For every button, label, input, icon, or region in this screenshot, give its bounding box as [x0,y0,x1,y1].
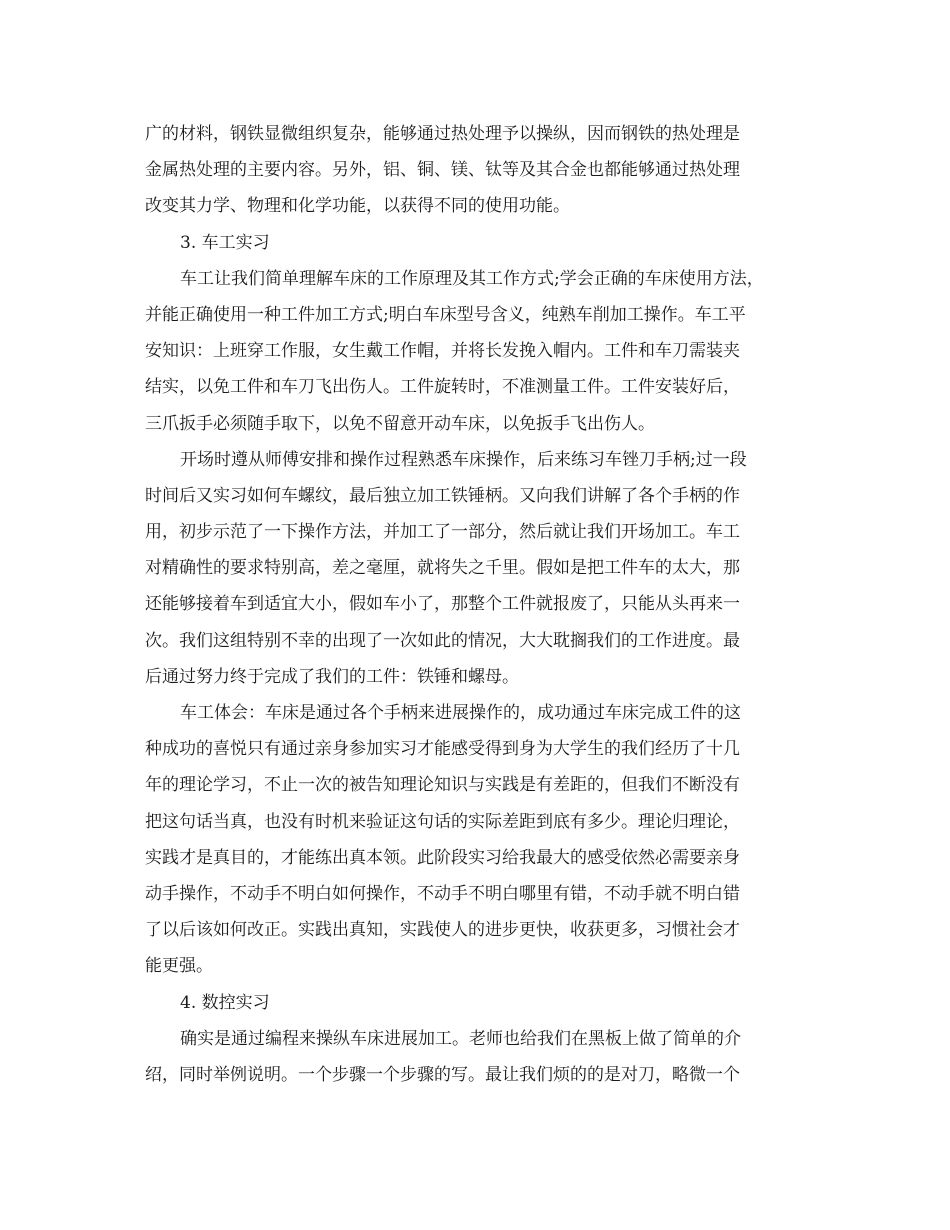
text-line: 年的理论学习，不止一次的被告知理论知识与实践是有差距的，但我们不断没有 [145,775,740,796]
text-line: 后通过努力终于完成了我们的工件：铁锤和螺母。 [145,666,519,687]
text-line: 确实是通过编程来操纵车床进展加工。老师也给我们在黑板上做了简单的介 [180,1028,741,1049]
text-line: 广的材料，钢铁显微组织复杂，能够通过热处理予以操纵，因而钢铁的热处理是 [145,124,740,144]
text-line: 实践才是真目的，才能练出真本领。此阶段实习给我最大的感受依然必需要亲身 [145,847,740,868]
text-line: 安知识：上班穿工作服，女生戴工作帽，并将长发挽入帽内。工件和车刀需装夹 [145,341,740,362]
text-line: 并能正确使用一种工件加工方式;明白车床型号含义，纯熟车削加工操作。车工平 [145,304,746,325]
text-line: 结实，以免工件和车刀飞出伤人。工件旋转时，不准测量工件。工件安装好后， [145,377,740,398]
text-line: 对精确性的要求特别高，差之毫厘，就将失之千里。假如是把工件车的太大，那 [145,558,740,579]
text-line: 次。我们这组特别不幸的出现了一次如此的情况，大大耽搁我们的工作进度。最 [145,630,740,651]
text-line: 用，初步示范了一下操作方法，并加工了一部分，然后就让我们开场加工。车工 [145,522,740,543]
body-text [145,116,805,1093]
text-line: 开场时遵从师傅安排和操作过程熟悉车床操作，后来练习车锉刀手柄;过一段 [180,449,747,470]
text-line: 种成功的喜悦只有通过亲身参加实习才能感受得到身为大学生的我们经历了十几 [145,739,740,760]
text-line: 时间后又实习如何车螺纹，最后独立加工铁锤柄。又向我们讲解了各个手柄的作 [145,485,740,506]
text-line: 把这句话当真，也没有时机来验证这句话的实际差距到底有多少。理论归理论， [145,811,740,832]
text-line: 车工体会：车床是通过各个手柄来进展操作的，成功通过车床完成工件的这 [180,703,741,723]
text-line: 动手操作，不动手不明白如何操作，不动手不明白哪里有错，不动手就不明白错 [145,883,740,904]
text-line: 改变其力学、物理和化学功能，以获得不同的使用功能。 [145,196,570,217]
text-line: 金属热处理的主要内容。另外，铝、铜、镁、钛等及其合金也都能够通过热处理 [145,160,740,181]
text-line: 三爪扳手必须随手取下，以免不留意开动车床，以免扳手飞出伤人。 [145,413,655,434]
text-line: 3. 车工实习 [180,232,270,253]
text-line: 绍，同时举例说明。一个步骤一个步骤的写。最让我们烦的的是对刀，略微一个 [145,1064,740,1085]
text-line: 4. 数控实习 [180,992,270,1013]
text-line: 车工让我们简单理解车床的工作原理及其工作方式;学会正确的车床使用方法， [180,268,764,289]
text-line: 了以后该如何改正。实践出真知，实践使人的进步更快，收获更多，习惯社会才 [145,920,740,941]
text-line: 还能够接着车到适宜大小，假如车小了，那整个工件就报废了，只能从头再来一 [145,594,740,615]
text-line: 能更强。 [145,956,213,977]
